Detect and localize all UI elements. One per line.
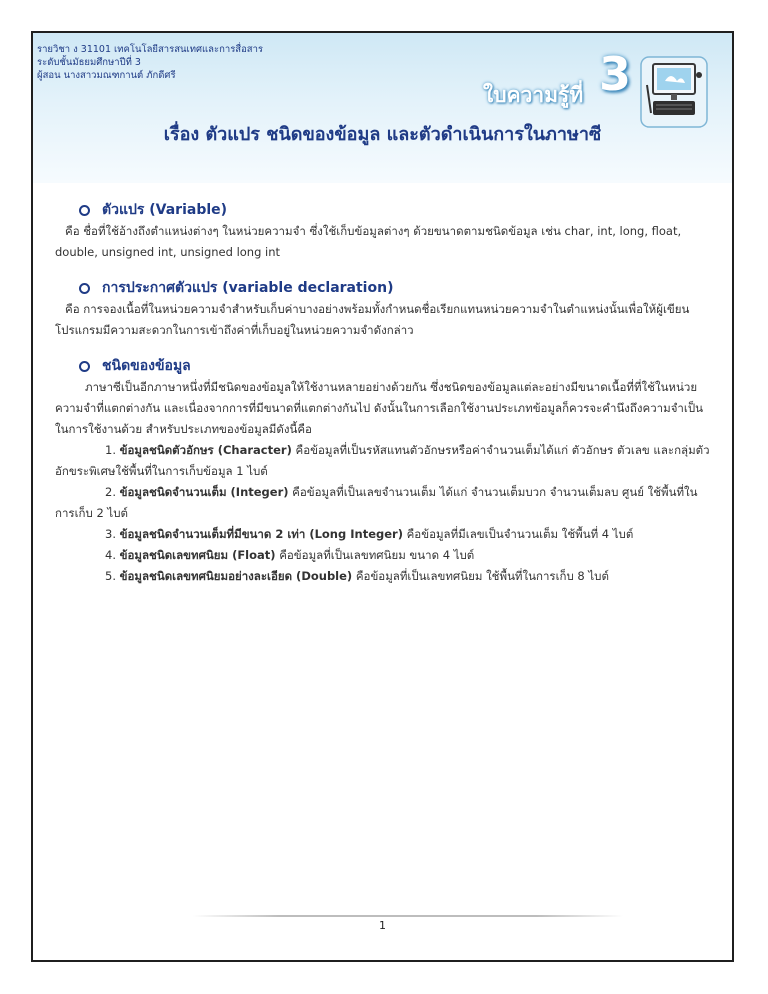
item-number: 2. — [105, 485, 116, 499]
item-term: ข้อมูลชนิดเลขทศนิยม (Float) — [119, 548, 276, 562]
course-meta — [37, 43, 263, 82]
section-heading-variable — [55, 199, 710, 221]
teacher-line: ผู้สอน นางสาวมณฑกานต์ ภักดีศรี — [37, 70, 176, 81]
header-banner — [33, 33, 732, 183]
page-title: เรื่อง ตัวแปร ชนิดของข้อมูล และตัวดำเนินการในภาษาซี — [163, 124, 602, 145]
bullet-icon — [79, 283, 90, 294]
list-item — [55, 440, 710, 482]
sheet-number: 3 — [599, 47, 632, 101]
item-text: คือข้อมูลที่เป็นรหัสแทนตัวอักษรหรือค่าจำนวนเต็มได้แก่ ตัวอักษร ตัวเลข และกลุ่มตัวอักขระพิเศษใช้พื้นที่ในการเก็บข้อมูล 1 ไบต์ — [55, 443, 710, 478]
level-line: ระดับชั้นมัธยมศึกษาปีที่ 3 — [37, 57, 141, 68]
item-term: ข้อมูลชนิดจำนวนเต็มที่มีขนาด 2 เท่า (Long Integer) — [119, 527, 403, 541]
list-item — [55, 524, 710, 545]
footer-divider — [193, 915, 623, 917]
item-number: 5. — [105, 569, 116, 583]
sheet-label: ใบความรู้ที่ — [483, 83, 584, 107]
item-text: คือข้อมูลที่เป็นเลขทศนิยม ขนาด 4 ไบต์ — [275, 548, 475, 562]
section-heading-datatypes — [55, 355, 710, 377]
item-number: 1. — [105, 443, 116, 457]
page-frame — [31, 31, 734, 962]
list-item — [55, 566, 710, 587]
section-heading-declaration — [55, 277, 710, 299]
course-line: รายวิชา ง 31101 เทคโนโลยีสารสนเทศและการสื่อสาร — [37, 44, 264, 55]
item-text: คือข้อมูลที่เป็นเลขจำนวนเต็ม ได้แก่ จำนวนเต็มบวก จำนวนเต็มลบ ศูนย์ ใช้พื้นที่ในการเก็บ 2 ไบต์ — [55, 485, 698, 520]
item-term: ข้อมูลชนิดเลขทศนิยมอย่างละเอียด (Double) — [119, 569, 353, 583]
computer-icon — [639, 55, 709, 129]
list-item — [55, 545, 710, 566]
heading-text: ชนิดของข้อมูล — [102, 358, 191, 374]
heading-text: ตัวแปร (Variable) — [102, 202, 228, 218]
bullet-icon — [79, 205, 90, 216]
item-term: ข้อมูลชนิดตัวอักษร (Character) — [119, 443, 292, 457]
item-text: คือข้อมูลที่เป็นเลขทศนิยม ใช้พื้นที่ในการเก็บ 8 ไบต์ — [352, 569, 609, 583]
bullet-icon — [79, 361, 90, 372]
main-content — [55, 199, 710, 587]
item-number: 3. — [105, 527, 116, 541]
list-item — [55, 482, 710, 524]
item-number: 4. — [105, 548, 116, 562]
item-term: ข้อมูลชนิดจำนวนเต็ม (Integer) — [119, 485, 289, 499]
variable-paragraph: คือ ชื่อที่ใช้อ้างถึงตำแหน่งต่างๆ ในหน่วยความจำ ซึ่งใช้เก็บข้อมูลต่างๆ ด้วยขนาดตามชนิดข้อมูล เช่น char, int, long, float, double, unsigned int, unsigned long int — [55, 224, 682, 259]
heading-text: การประกาศตัวแปร (variable declaration) — [102, 280, 394, 296]
declaration-paragraph: คือ การจองเนื้อที่ในหน่วยความจำสำหรับเก็บค่าบางอย่างพร้อมทั้งกำหนดชื่อเรียกแทนหน่วยความจำในตำแหน่งนั้นเพื่อให้ผู้เขียนโปรแกรมมีความสะดวกในการเข้าถึงค่าที่เก็บอยู่ในหน่วยความจำดังกล่าว — [55, 302, 690, 337]
page-number: 1 — [379, 919, 386, 932]
item-text: คือข้อมูลที่มีเลขเป็นจำนวนเต็ม ใช้พื้นที่ 4 ไบต์ — [402, 527, 634, 541]
datatypes-intro: ภาษาซีเป็นอีกภาษาหนึ่งที่มีชนิดของข้อมูลให้ใช้งานหลายอย่างด้วยกัน ซึ่งชนิดของข้อมูลแต่ละอย่างมีขนาดเนื้อที่ที่ใช้ในหน่วยความจำที่แตกต่างกัน และเนื่องจากการที่มีขนาดที่แตกต่างกันไป ดังนั้นในการเลือกใช้งานประเภทข้อมูลก็ควรจะคำนึงถึงความจำเป็นในการใช้งานด้วย สำหรับประเภทของข้อมูลมีดังนี้คือ — [55, 380, 703, 436]
